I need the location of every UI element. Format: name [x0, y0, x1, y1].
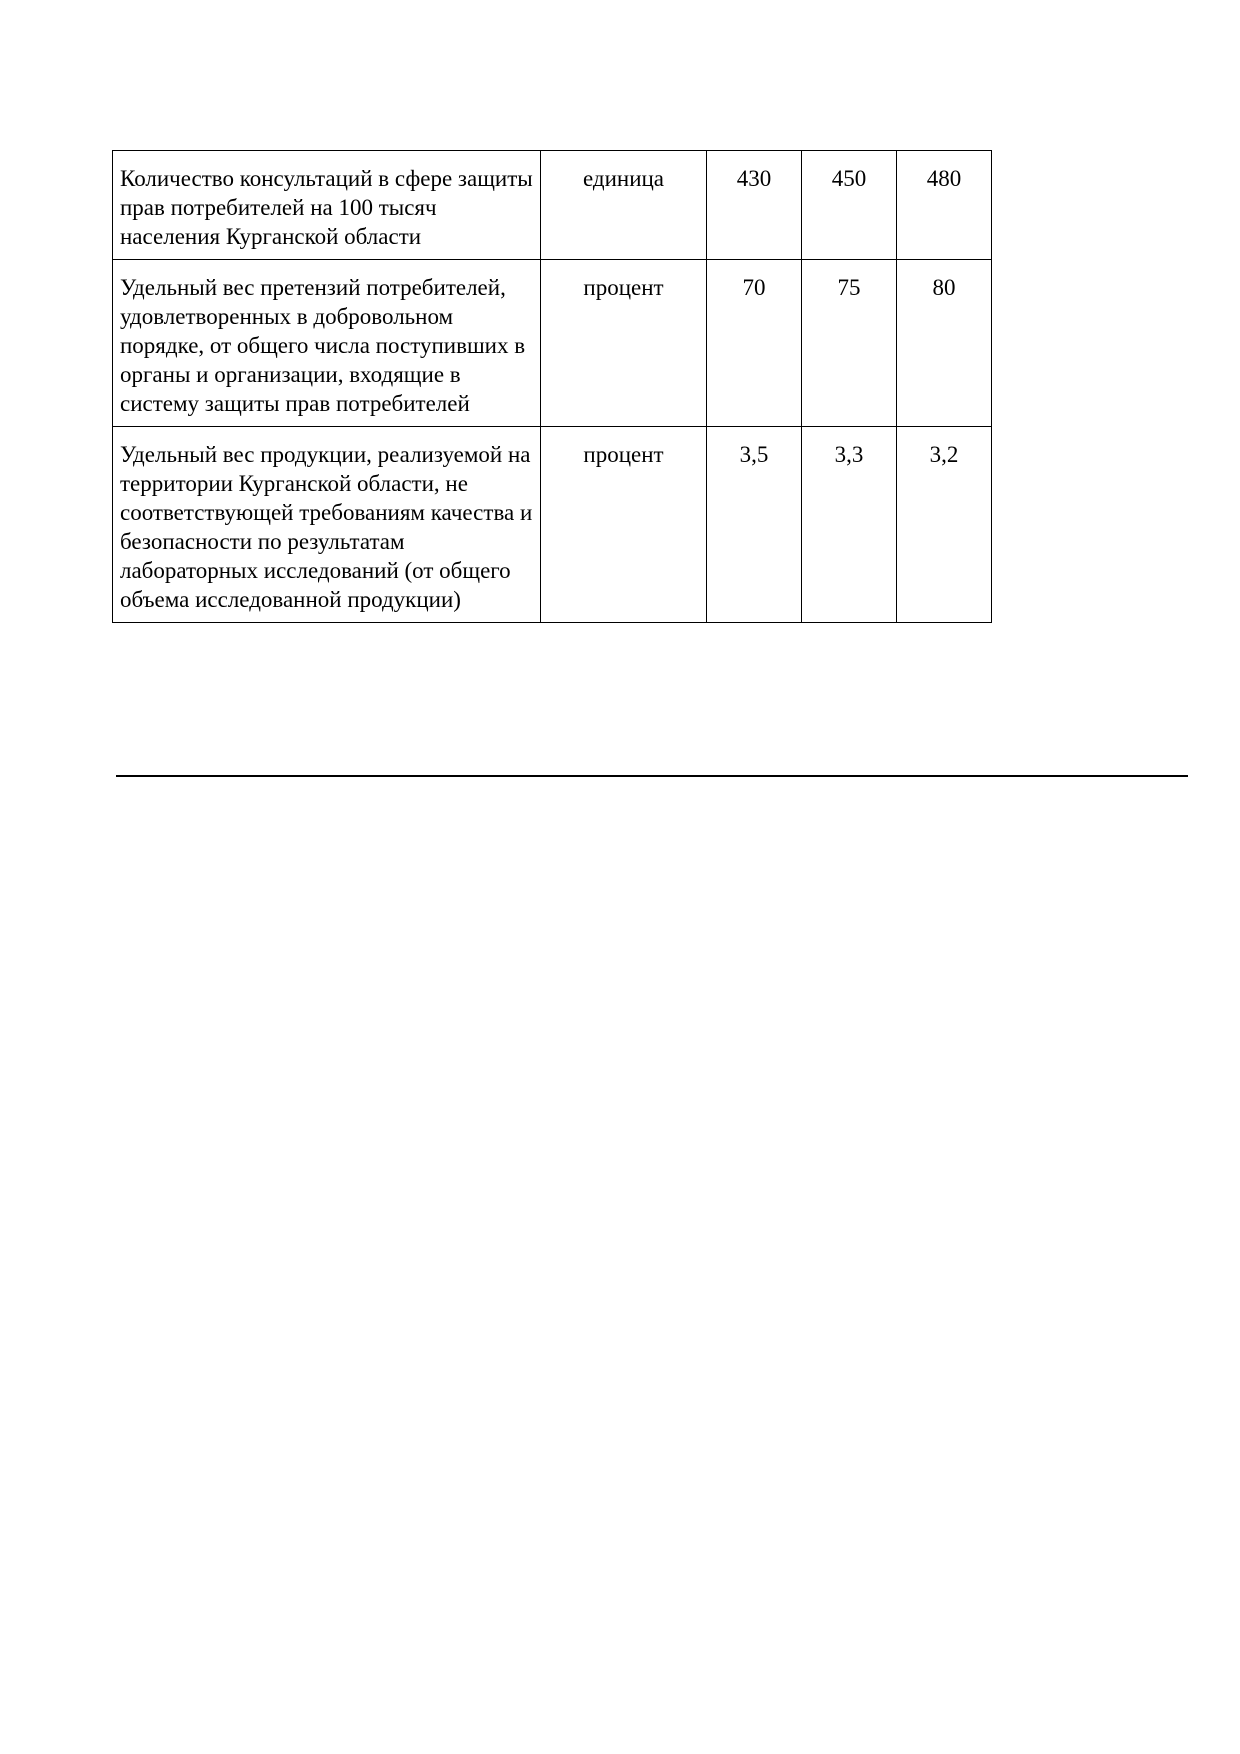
value-cell-year-1: 3,5: [707, 427, 802, 623]
indicator-name-cell: Удельный вес продукции, реализуемой на территории Курганской области, не соответствующей требованиям качества и безопасности по результатам лабораторных исследований (от общего объема исследованной продукции): [113, 427, 541, 623]
unit-cell: процент: [541, 260, 707, 427]
end-separator-line: [116, 775, 1188, 777]
value-cell-year-2: 75: [802, 260, 897, 427]
table-row: [113, 151, 992, 260]
value-cell-year-1: 430: [707, 151, 802, 260]
value-cell-year-3: 3,2: [897, 427, 992, 623]
value-cell-year-2: 450: [802, 151, 897, 260]
unit-cell: процент: [541, 427, 707, 623]
value-cell-year-2: 3,3: [802, 427, 897, 623]
value-cell-year-3: 80: [897, 260, 992, 427]
unit-cell: единица: [541, 151, 707, 260]
value-cell-year-3: 480: [897, 151, 992, 260]
table-row: [113, 260, 992, 427]
indicators-table: [112, 150, 992, 623]
table-row: [113, 427, 992, 623]
indicator-name-cell: Количество консультаций в сфере защиты прав потребителей на 100 тысяч населения Курганской области: [113, 151, 541, 260]
indicator-name-cell: Удельный вес претензий потребителей, удовлетворенных в добровольном порядке, от общего числа поступивших в органы и организации, входящие в систему защиты прав потребителей: [113, 260, 541, 427]
value-cell-year-1: 70: [707, 260, 802, 427]
